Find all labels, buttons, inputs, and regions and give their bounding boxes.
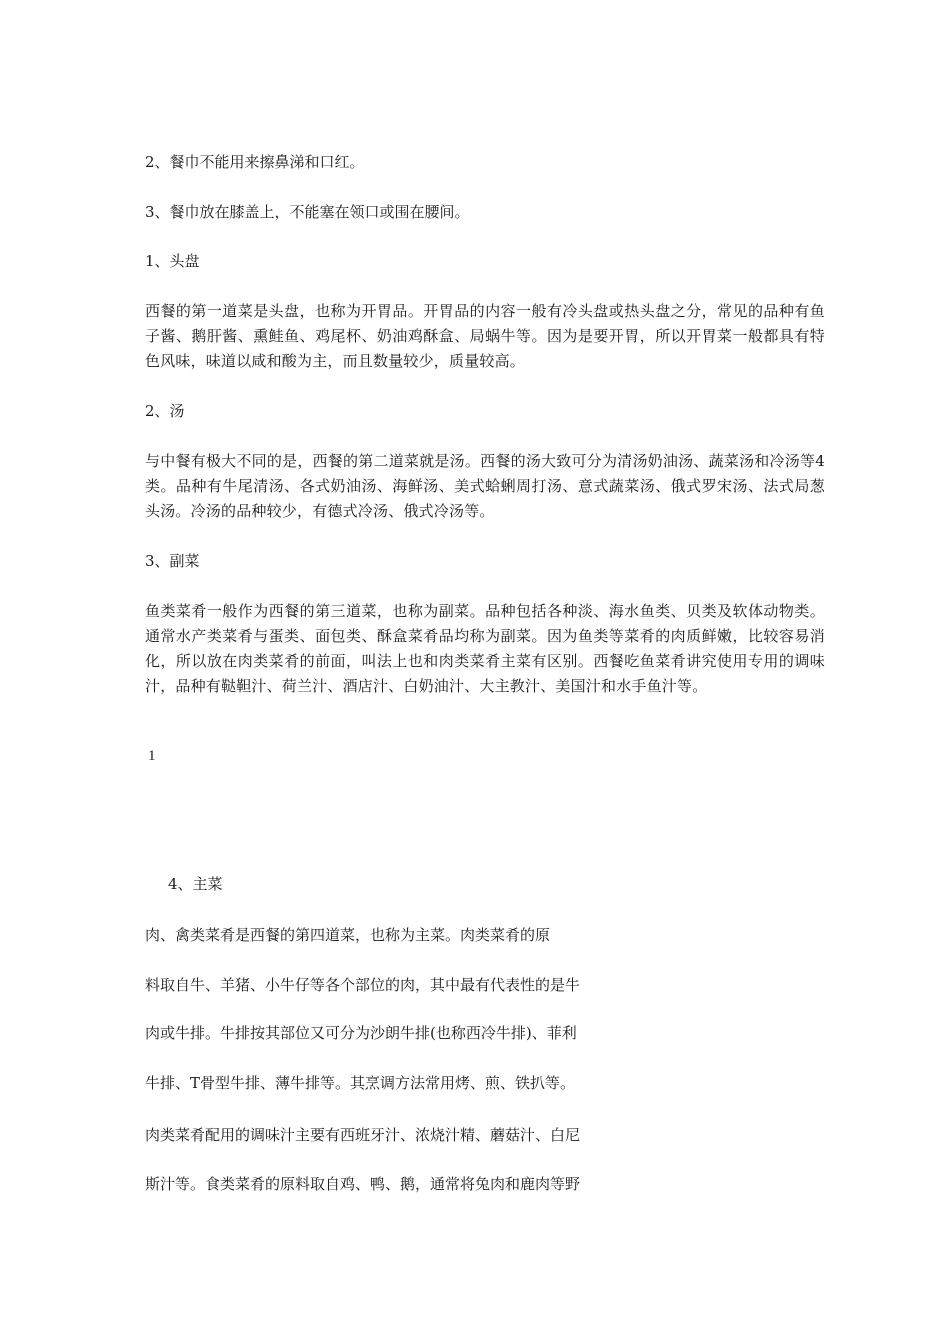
main-course-line: 斯汁等。食类菜肴的原料取自鸡、鸭、鹅，通常将兔肉和鹿肉等野 — [145, 1175, 581, 1193]
section-heading-soup: 2、汤 — [145, 402, 185, 420]
section-heading-main-course: 4、主菜 — [168, 875, 223, 893]
page-number: 1 — [148, 748, 156, 764]
main-course-line: 肉、禽类菜肴是西餐的第四道菜，也称为主菜。肉类菜肴的原 — [145, 926, 551, 944]
section-body-appetizer: 西餐的第一道菜是头盘，也称为开胃品。开胃品的内容一般有冷头盘或热头盘之分，常见的品种有鱼子酱、鹅肝酱、熏鲑鱼、鸡尾杯、奶油鸡酥盒、局蜗牛等。因为是要开胃，所以开胃菜一般都具有特色风味，味道以咸和酸为主，而且数量较少，质量较高。 — [145, 302, 825, 370]
main-course-line: 肉类菜肴配用的调味汁主要有西班牙汁、浓烧汁精、蘑菇汁、白尼 — [145, 1126, 581, 1144]
section-body-soup: 与中餐有极大不同的是，西餐的第二道菜就是汤。西餐的汤大致可分为清汤奶油汤、蔬菜汤和冷汤等4类。品种有牛尾清汤、各式奶油汤、海鲜汤、美式蛤蜊周打汤、意式蔬菜汤、俄式罗宋汤、法式局葱头汤。冷汤的品种较少，有德式冷汤、俄式冷汤等。 — [145, 452, 825, 520]
main-course-line: 料取自牛、羊猪、小牛仔等各个部位的肉，其中最有代表性的是牛 — [145, 976, 581, 994]
section-body-side-dish: 鱼类菜肴一般作为西餐的第三道菜，也称为副菜。品种包括各种淡、海水鱼类、贝类及软体动物类。通常水产类菜肴与蛋类、面包类、酥盒菜肴品均称为副菜。因为鱼类等菜肴的肉质鲜嫩，比较容易消化，所以放在肉类菜肴的前面，叫法上也和肉类菜肴主菜有区别。西餐吃鱼菜肴讲究使用专用的调味汁，品种有鞑靼汁、荷兰汁、酒店汁、白奶油汁、大主教汁、美国汁和水手鱼汁等。 — [145, 602, 825, 695]
main-course-line: 牛排、T骨型牛排、薄牛排等。其烹调方法常用烤、煎、铁扒等。 — [145, 1074, 576, 1092]
napkin-rule-2: 2、餐巾不能用来擦鼻涕和口红。 — [145, 153, 365, 171]
section-heading-appetizer: 1、头盘 — [145, 252, 200, 270]
section-heading-side-dish: 3、副菜 — [145, 552, 200, 570]
napkin-rule-3: 3、餐巾放在膝盖上，不能塞在领口或围在腰间。 — [145, 203, 470, 221]
main-course-line: 肉或牛排。牛排按其部位又可分为沙朗牛排(也称西冷牛排)、菲利 — [145, 1024, 577, 1042]
